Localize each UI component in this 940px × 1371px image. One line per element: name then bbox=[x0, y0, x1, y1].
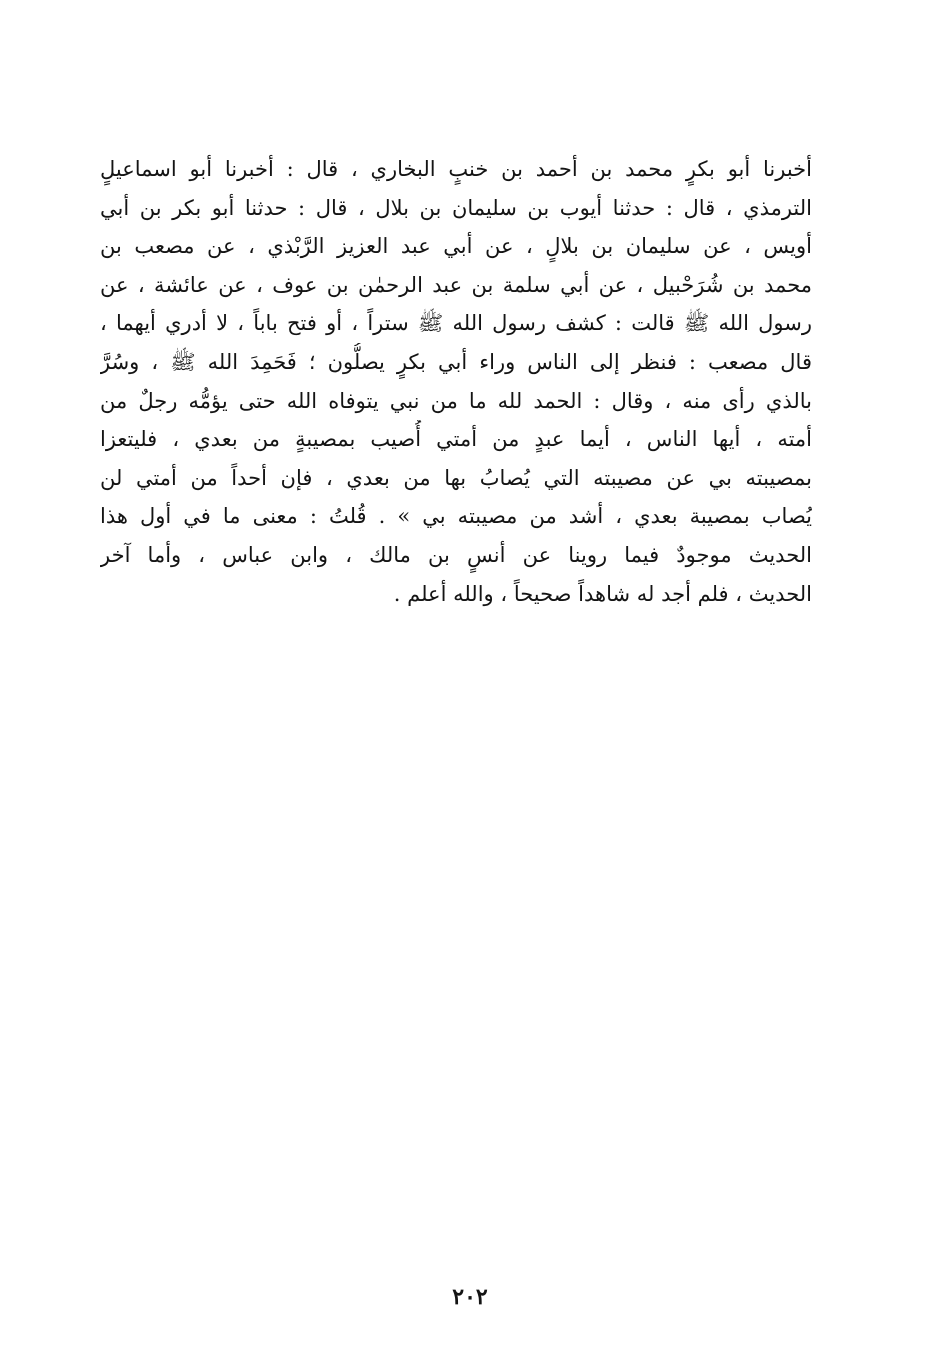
text-line-7: بالذي رأى منه ، وقال : الحمد لله ما من نبي يتوفاه الله حتى يؤمُّه رجلٌ من bbox=[100, 388, 812, 413]
text-line-10: يُصاب بمصيبة بعدي ، أشد من مصيبته بي » . قُلتُ : معنى ما في أول هذا bbox=[100, 504, 812, 529]
text-line-9: بمصيبته بي عن مصيبته التي يُصابُ بها من بعدي ، فإن أحداً من أمتي لن bbox=[100, 465, 812, 490]
text-line-5: رسول الله ﷺ قالت : كشف رسول الله ﷺ ستراً ، أو فتح باباً ، لا أدري أيهما ، bbox=[100, 311, 812, 336]
text-line-6: قال مصعب : فنظر إلى الناس وراء أبي بكرٍ يصلُّون ؛ فَحَمِدَ الله ﷺ ، وسُرَّ bbox=[100, 349, 812, 374]
text-line-1: أخبرنا أبو بكرٍ محمد بن أحمد بن خنبٍ البخاري ، قال : أخبرنا أبو اسماعيلٍ bbox=[100, 157, 812, 181]
text-line-8: أمته ، أيها الناس ، أيما عبدٍ من أمتي أُصيب بمصيبةٍ من بعدي ، فليتعزا bbox=[100, 427, 812, 452]
text-line-3: أويس ، عن سليمان بن بلالٍ ، عن أبي عبد العزيز الرَّبْذي ، عن مصعب بن bbox=[100, 234, 812, 259]
body-text bbox=[100, 150, 812, 613]
page-number: ٢٠٢ bbox=[452, 1284, 488, 1310]
text-line-2: الترمذي ، قال : حدثنا أيوب بن سليمان بن بلال ، قال : حدثنا أبو بكر بن أبي bbox=[100, 195, 812, 220]
text-line-11: الحديث موجودٌ فيما روينا عن أنسٍ بن مالك ، وابن عباس ، وأما آخر bbox=[100, 542, 812, 567]
text-line-4: محمد بن شُرَحْبيل ، عن أبي سلمة بن عبد الرحمٰن بن عوف ، عن عائشة ، عن bbox=[100, 272, 812, 297]
text-line-12: الحديث ، فلم أجد له شاهداً صحيحاً ، والله أعلم . bbox=[393, 581, 812, 606]
